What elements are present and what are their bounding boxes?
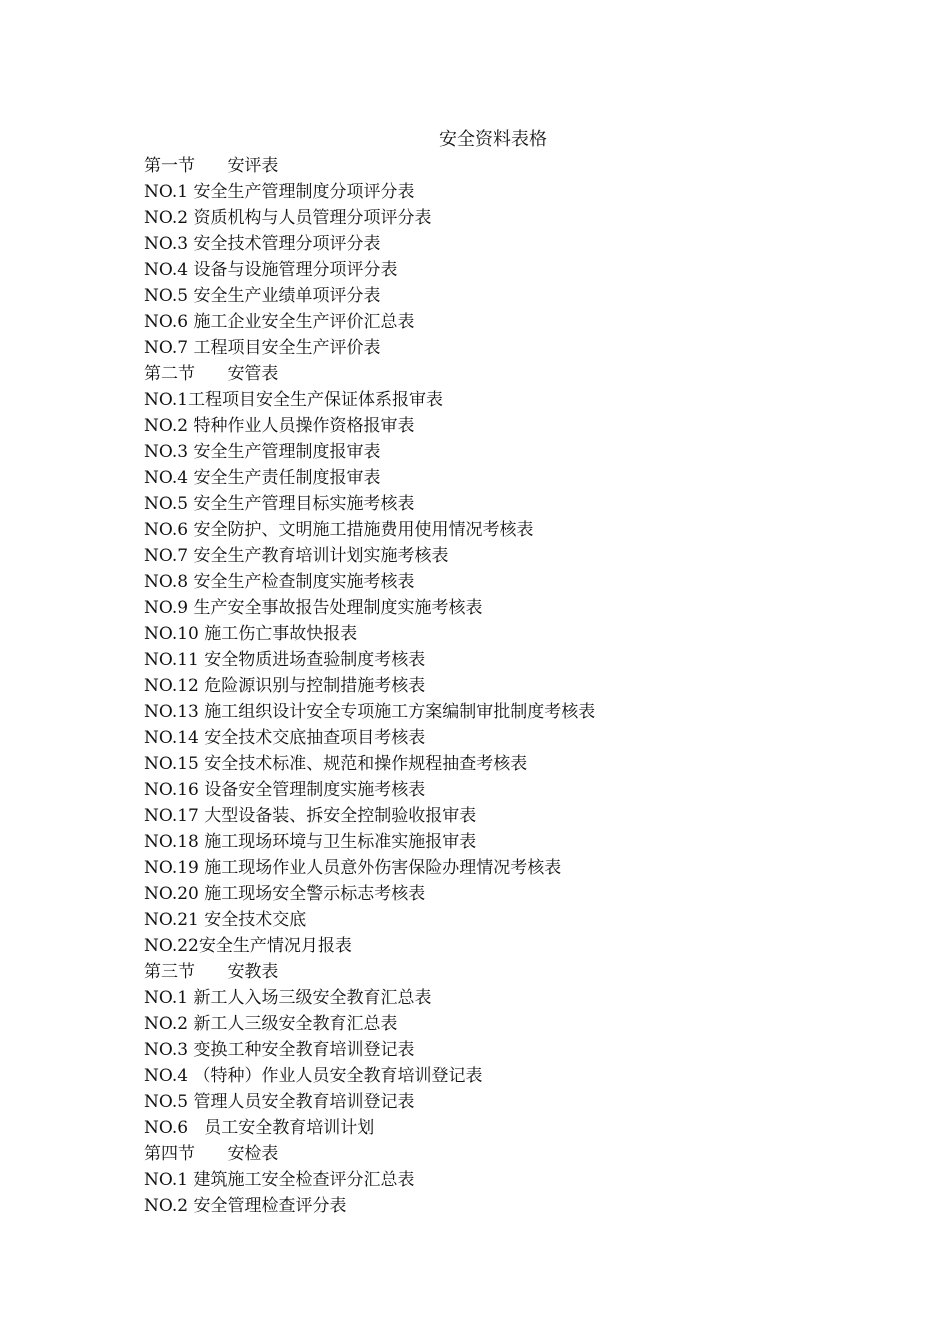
- item-number: NO.5: [144, 494, 189, 514]
- separator: [195, 156, 227, 176]
- item-title: 安全生产业绩单项评分表: [193, 286, 381, 306]
- list-item: [144, 829, 595, 855]
- list-item: [144, 179, 595, 205]
- list-item: [144, 595, 595, 621]
- section-title: 安检表: [227, 1144, 279, 1164]
- list-item: [144, 907, 595, 933]
- item-title: 施工组织设计安全专项施工方案编制审批制度考核表: [204, 702, 596, 722]
- list-item: [144, 1193, 595, 1219]
- list-item: [144, 881, 595, 907]
- item-number: NO.7: [144, 546, 189, 566]
- list-item: [144, 777, 595, 803]
- list-item: [144, 413, 595, 439]
- separator: [195, 364, 227, 384]
- list-item: [144, 283, 595, 309]
- item-number: NO.8: [144, 572, 189, 592]
- item-title: 工程项目安全生产评价表: [193, 338, 381, 358]
- item-title: 安全管理检查评分表: [193, 1196, 347, 1216]
- item-title: 安全物质进场查验制度考核表: [204, 650, 426, 670]
- item-title: 安全生产管理制度分项评分表: [193, 182, 415, 202]
- item-title: 安全技术交底抽查项目考核表: [204, 728, 426, 748]
- item-title: 施工伤亡事故快报表: [204, 624, 358, 644]
- section-title: 安管表: [227, 364, 279, 384]
- item-number: NO.15: [144, 754, 199, 774]
- item-title: 施工现场安全警示标志考核表: [204, 884, 426, 904]
- list-item: [144, 725, 595, 751]
- item-title: （特种）作业人员安全教育培训登记表: [193, 1066, 483, 1086]
- list-item: [144, 1115, 595, 1141]
- list-item: [144, 309, 595, 335]
- item-number: NO.3: [144, 1040, 189, 1060]
- item-title: 安全技术管理分项评分表: [193, 234, 381, 254]
- list-item: [144, 387, 595, 413]
- item-title: 安全生产管理目标实施考核表: [193, 494, 415, 514]
- item-number: NO.19: [144, 858, 199, 878]
- item-number: NO.16: [144, 780, 199, 800]
- item-title: 工程项目安全生产保证体系报审表: [188, 390, 444, 410]
- list-item: [144, 1037, 595, 1063]
- section-heading: [144, 1141, 595, 1167]
- item-number: NO.1: [144, 182, 189, 202]
- separator: [188, 1118, 204, 1138]
- item-number: NO.20: [144, 884, 199, 904]
- item-title: 安全生产责任制度报审表: [193, 468, 381, 488]
- item-title: 设备安全管理制度实施考核表: [204, 780, 426, 800]
- separator: [195, 1144, 227, 1164]
- item-number: NO.7: [144, 338, 189, 358]
- item-number: NO.2: [144, 1014, 189, 1034]
- section-number: 第一节: [144, 156, 195, 176]
- item-number: NO.21: [144, 910, 199, 930]
- item-number: NO.1: [144, 988, 189, 1008]
- item-number: NO.1: [144, 390, 189, 410]
- item-title: 安全生产管理制度报审表: [193, 442, 381, 462]
- item-title: 设备与设施管理分项评分表: [193, 260, 398, 280]
- section-heading: [144, 153, 595, 179]
- item-number: NO.3: [144, 234, 189, 254]
- item-number: NO.4: [144, 468, 189, 488]
- list-item: [144, 335, 595, 361]
- list-item: [144, 803, 595, 829]
- item-title: 管理人员安全教育培训登记表: [193, 1092, 415, 1112]
- item-number: NO.10: [144, 624, 199, 644]
- item-number: NO.4: [144, 1066, 189, 1086]
- item-title: 安全技术交底: [204, 910, 307, 930]
- item-title: 变换工种安全教育培训登记表: [193, 1040, 415, 1060]
- item-title: 施工企业安全生产评价汇总表: [193, 312, 415, 332]
- list-item: [144, 621, 595, 647]
- item-title: 特种作业人员操作资格报审表: [193, 416, 415, 436]
- list-item: [144, 1063, 595, 1089]
- list-item: [144, 933, 595, 959]
- item-title: 安全防护、文明施工措施费用使用情况考核表: [193, 520, 534, 540]
- item-number: NO.9: [144, 598, 189, 618]
- item-number: NO.2: [144, 208, 189, 228]
- list-item: [144, 491, 595, 517]
- item-number: NO.6: [144, 1118, 189, 1138]
- item-title: 生产安全事故报告处理制度实施考核表: [193, 598, 483, 618]
- separator: [195, 962, 227, 982]
- list-item: [144, 1011, 595, 1037]
- table-of-contents: [144, 153, 595, 1219]
- item-number: NO.12: [144, 676, 199, 696]
- section-number: 第三节: [144, 962, 195, 982]
- list-item: [144, 257, 595, 283]
- item-number: NO.6: [144, 520, 189, 540]
- item-number: NO.6: [144, 312, 189, 332]
- section-number: 第四节: [144, 1144, 195, 1164]
- item-title: 安全生产情况月报表: [198, 936, 352, 956]
- item-number: NO.5: [144, 286, 189, 306]
- document-title: 安全资料表格: [439, 129, 547, 150]
- item-title: 施工现场环境与卫生标准实施报审表: [204, 832, 477, 852]
- item-number: NO.2: [144, 1196, 189, 1216]
- list-item: [144, 985, 595, 1011]
- item-title: 安全技术标准、规范和操作规程抽查考核表: [204, 754, 528, 774]
- section-title: 安教表: [227, 962, 279, 982]
- section-heading: [144, 959, 595, 985]
- section-title: 安评表: [227, 156, 279, 176]
- list-item: [144, 543, 595, 569]
- item-number: NO.18: [144, 832, 199, 852]
- item-title: 员工安全教育培训计划: [204, 1118, 375, 1138]
- list-item: [144, 465, 595, 491]
- list-item: [144, 231, 595, 257]
- list-item: [144, 699, 595, 725]
- item-number: NO.5: [144, 1092, 189, 1112]
- item-number: NO.3: [144, 442, 189, 462]
- item-number: NO.13: [144, 702, 199, 722]
- section-heading: [144, 361, 595, 387]
- item-number: NO.4: [144, 260, 189, 280]
- list-item: [144, 855, 595, 881]
- item-title: 建筑施工安全检查评分汇总表: [193, 1170, 415, 1190]
- item-title: 安全生产检查制度实施考核表: [193, 572, 415, 592]
- list-item: [144, 569, 595, 595]
- item-title: 新工人三级安全教育汇总表: [193, 1014, 398, 1034]
- list-item: [144, 1167, 595, 1193]
- item-number: NO.2: [144, 416, 189, 436]
- item-title: 安全生产教育培训计划实施考核表: [193, 546, 449, 566]
- item-title: 新工人入场三级安全教育汇总表: [193, 988, 432, 1008]
- item-number: NO.1: [144, 1170, 189, 1190]
- item-number: NO.17: [144, 806, 199, 826]
- list-item: [144, 647, 595, 673]
- item-title: 施工现场作业人员意外伤害保险办理情况考核表: [204, 858, 562, 878]
- item-title: 大型设备装、拆安全控制验收报审表: [204, 806, 477, 826]
- item-number: NO.22: [144, 936, 199, 956]
- item-title: 危险源识别与控制措施考核表: [204, 676, 426, 696]
- list-item: [144, 751, 595, 777]
- list-item: [144, 1089, 595, 1115]
- item-title: 资质机构与人员管理分项评分表: [193, 208, 432, 228]
- list-item: [144, 517, 595, 543]
- list-item: [144, 673, 595, 699]
- list-item: [144, 205, 595, 231]
- list-item: [144, 439, 595, 465]
- item-number: NO.14: [144, 728, 199, 748]
- section-number: 第二节: [144, 364, 195, 384]
- item-number: NO.11: [144, 650, 199, 670]
